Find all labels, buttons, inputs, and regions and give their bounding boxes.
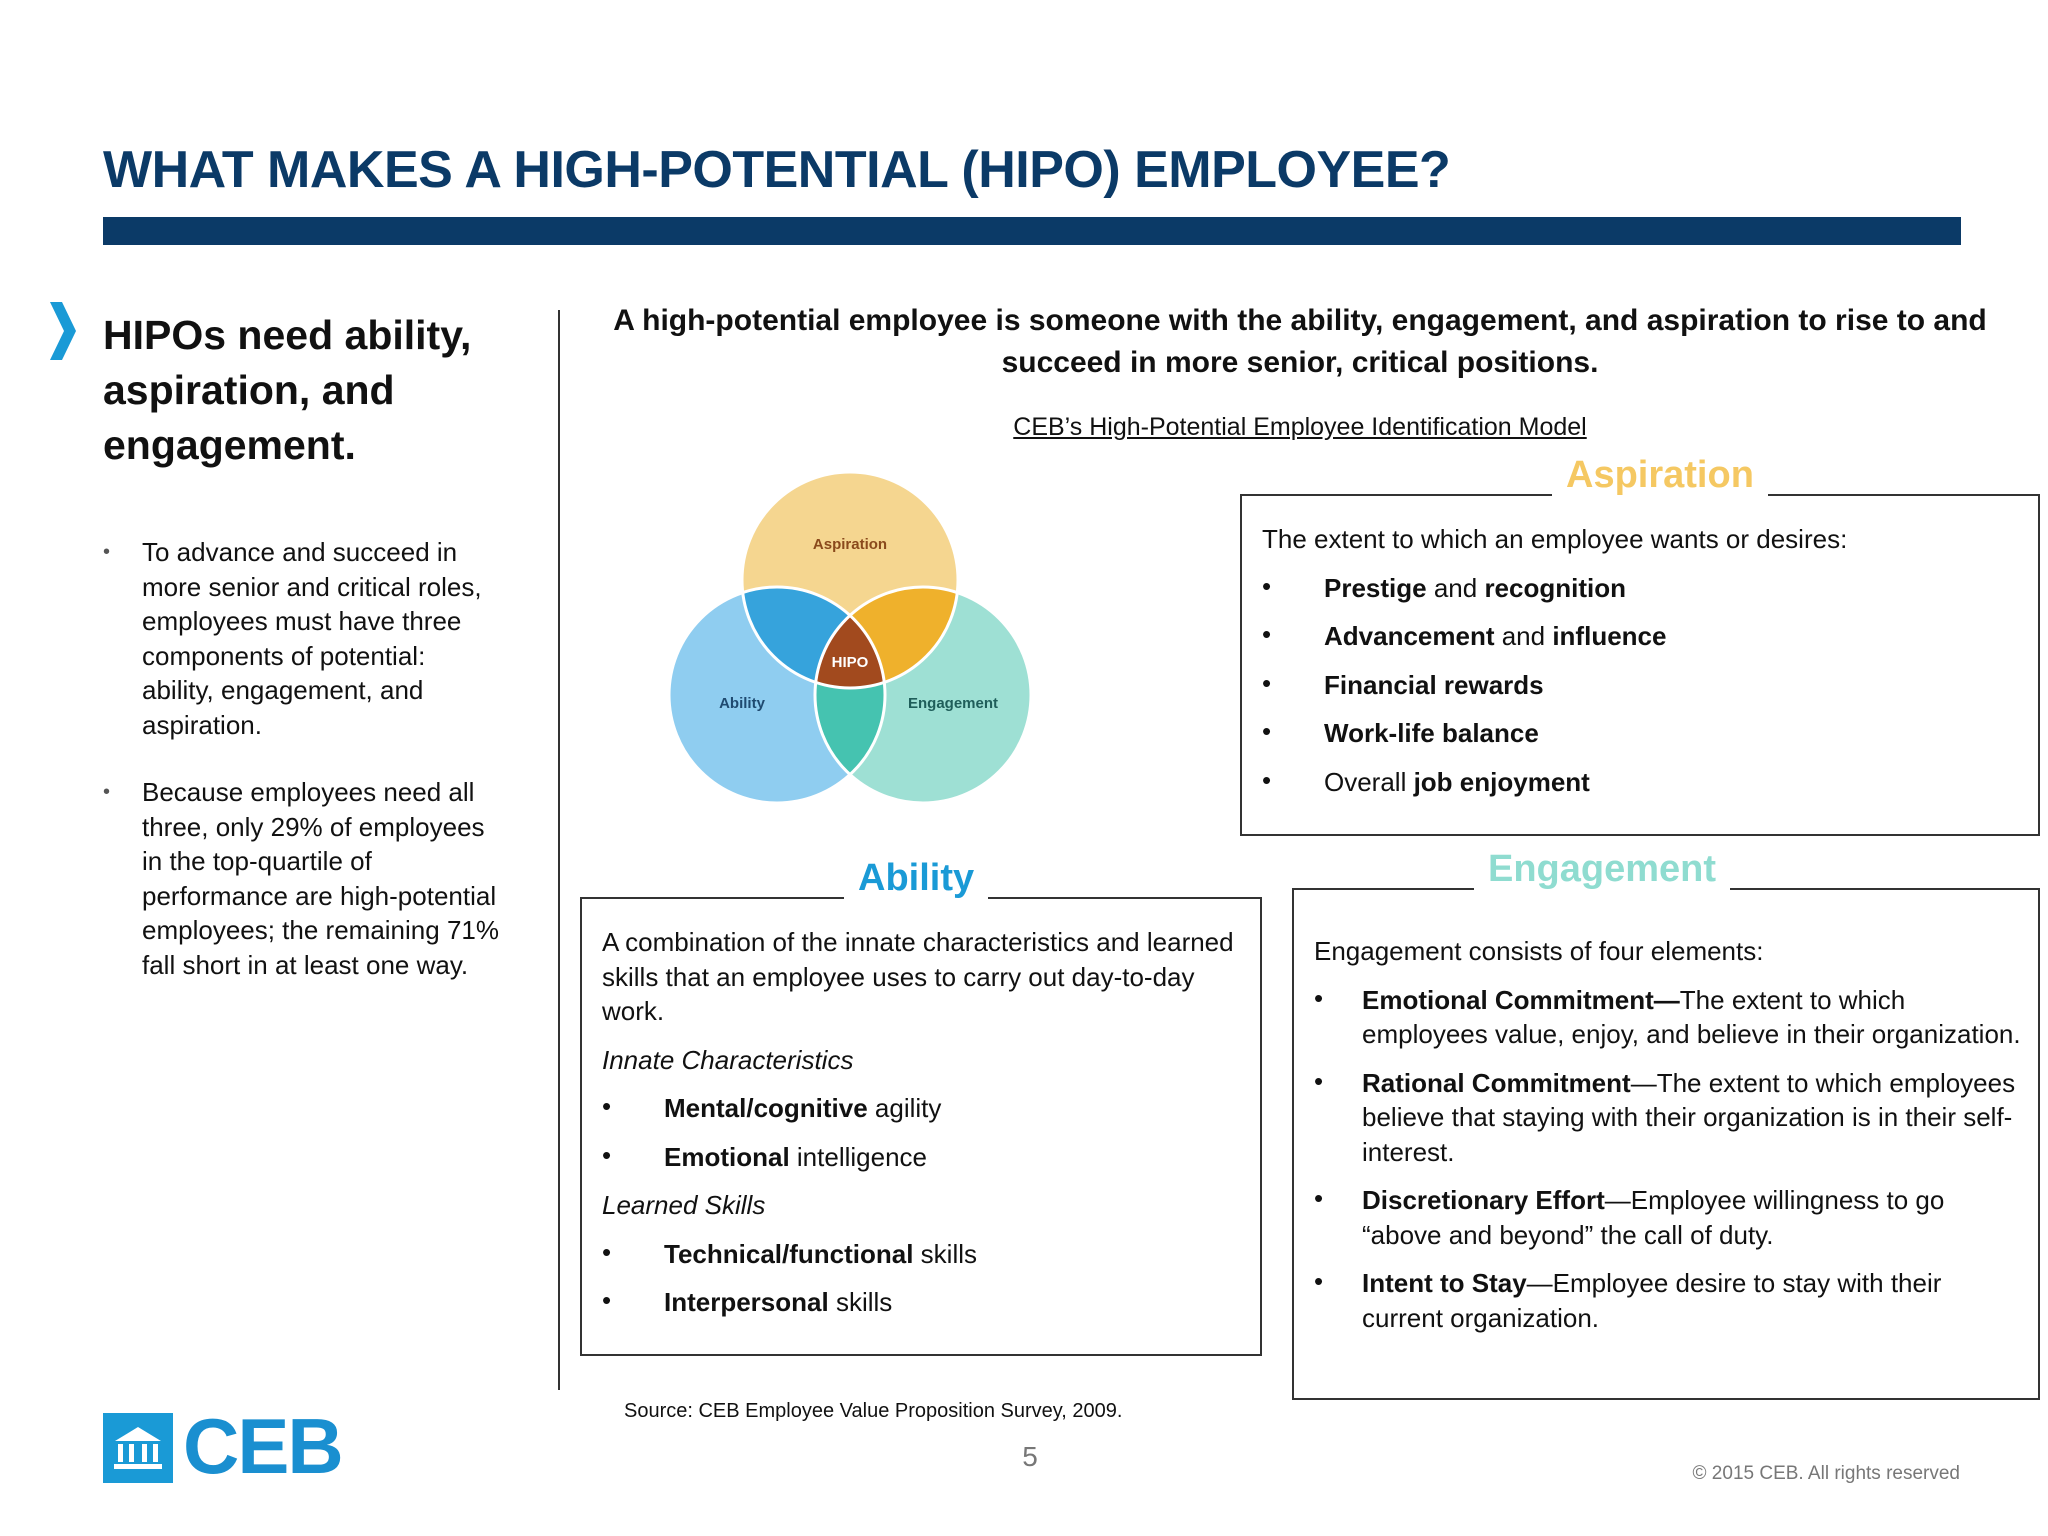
- venn-ability-label: Ability: [719, 695, 765, 712]
- aspiration-intro: The extent to which an employee wants or desires:: [1262, 524, 1848, 554]
- hipo-definition: A high-potential employee is someone with the ability, engagement, and aspiration to rise to and succeed in more senior, critical positions.: [613, 304, 1987, 379]
- list-item: [602, 1285, 1236, 1320]
- list-item: [1314, 983, 2022, 1052]
- bullet-dot-icon: •: [1314, 1266, 1324, 1296]
- list-item: [1262, 668, 2022, 703]
- left-bullet: [103, 535, 503, 742]
- list-item: [1262, 716, 2022, 751]
- venn-aspiration-label: Aspiration: [812, 536, 888, 553]
- bullet-dot-icon: •: [1262, 619, 1272, 649]
- ability-box: [580, 857, 1262, 1356]
- bullet-dot-icon: •: [103, 541, 111, 563]
- left-bullet-text: Because employees need all three, only 29% of employees in the top-quartile of performance are high-potential employees; the remaining 71% fall short in at least one way.: [142, 777, 499, 980]
- venn-center-label: HIPO: [831, 654, 869, 671]
- engagement-intro: Engagement consists of four elements:: [1314, 936, 1764, 966]
- list-item: [1314, 1183, 2022, 1252]
- left-bullet-list: [103, 535, 503, 1015]
- model-link[interactable]: CEB’s High-Potential Employee Identification Model: [1013, 413, 1587, 441]
- bullet-dot-icon: •: [602, 1236, 612, 1267]
- copyright: © 2015 CEB. All rights reserved: [1692, 1463, 1960, 1484]
- list-item-text: agility: [867, 1093, 942, 1123]
- list-item-text: Rational Commitment: [1362, 1067, 1631, 1098]
- bullet-dot-icon: •: [1314, 982, 1324, 1013]
- list-item-text: The extent to which employees value, enjoy, and believe in their organization.: [1362, 984, 2021, 1049]
- bullet-dot-icon: •: [602, 1139, 612, 1170]
- venn-diagram: [660, 470, 1040, 810]
- list-item-text: skills: [828, 1287, 893, 1317]
- list-item: [1314, 1266, 2022, 1335]
- list-item: [602, 1140, 1236, 1175]
- bullet-dot-icon: •: [1262, 570, 1272, 601]
- list-item: [602, 1237, 1236, 1272]
- ability-intro: A combination of the innate characteristics and learned skills that an employee uses to carry out day-to-day work.: [602, 927, 1234, 1026]
- list-item-text: intelligence: [789, 1141, 927, 1172]
- list-item-text: skills: [913, 1238, 977, 1269]
- slide-title: WHAT MAKES A HIGH-POTENTIAL (HIPO) EMPLOYEE?: [103, 141, 1451, 199]
- bullet-dot-icon: •: [602, 1285, 612, 1315]
- engagement-list: [1314, 983, 2022, 1336]
- title-underline-bar: [103, 217, 1961, 245]
- bullet-dot-icon: •: [1262, 764, 1272, 795]
- learned-label: Learned Skills: [602, 1190, 766, 1220]
- list-item-text: recognition: [1484, 572, 1626, 603]
- engagement-title: Engagement: [1474, 848, 1730, 891]
- list-item: [1314, 1066, 2022, 1170]
- list-item-text: job enjoyment: [1413, 766, 1590, 797]
- bullet-dot-icon: •: [602, 1091, 612, 1121]
- list-item-text: Mental/cognitive: [664, 1093, 868, 1123]
- list-item: [1262, 619, 2022, 654]
- list-item-text: Discretionary Effort: [1362, 1185, 1605, 1215]
- list-item-text: Intent to Stay: [1362, 1268, 1527, 1298]
- venn-engagement-label: Engagement: [907, 695, 999, 712]
- aspiration-title: Aspiration: [1552, 454, 1768, 497]
- innate-list: [602, 1091, 1236, 1174]
- list-item-text: —The extent to which employees believe that staying with their organization is in their self-interest.: [1362, 1067, 2016, 1167]
- logo-text: CEB: [183, 1402, 342, 1490]
- list-item-text: Overall: [1324, 766, 1414, 797]
- list-item-text: —Employee desire to stay with their current organization.: [1362, 1268, 1942, 1333]
- list-item: [602, 1091, 1236, 1126]
- source-note: Source: CEB Employee Value Proposition Survey, 2009.: [624, 1400, 1123, 1422]
- list-item-text: Financial rewards: [1324, 669, 1544, 700]
- bullet-dot-icon: •: [1262, 716, 1272, 746]
- bullet-dot-icon: •: [1314, 1183, 1324, 1213]
- learned-list: [602, 1237, 1236, 1320]
- ceb-logo: [103, 1402, 363, 1490]
- list-item-text: Emotional: [664, 1141, 790, 1172]
- left-heading: HIPOs need ability, aspiration, and engagement.: [103, 312, 472, 468]
- list-item-text: Emotional Commitment—: [1362, 984, 1680, 1015]
- list-item-text: Work-life balance: [1324, 718, 1539, 748]
- bullet-dot-icon: •: [103, 781, 111, 803]
- list-item-text: and: [1494, 621, 1553, 651]
- list-item-text: —Employee willingness to go “above and beyond” the call of duty.: [1362, 1185, 1945, 1250]
- list-item-text: Technical/functional: [664, 1238, 914, 1269]
- list-item: [1262, 571, 2022, 606]
- list-item-text: and: [1426, 572, 1485, 603]
- left-bullet-text: To advance and succeed in more senior and critical roles, employees must have three components of potential: ability, engagement, and aspiration.: [142, 537, 482, 740]
- left-bullet: [103, 775, 503, 982]
- ability-title: Ability: [844, 857, 988, 900]
- innate-label: Innate Characteristics: [602, 1044, 854, 1075]
- aspiration-box: [1240, 454, 2040, 836]
- bullet-dot-icon: •: [1262, 667, 1272, 698]
- list-item-text: Interpersonal: [664, 1287, 829, 1317]
- list-item-text: influence: [1552, 621, 1667, 651]
- chevron-right-icon: [48, 302, 76, 360]
- list-item-text: Advancement: [1324, 621, 1495, 651]
- page-number: 5: [1022, 1441, 1038, 1472]
- engagement-box: [1292, 848, 2040, 1400]
- bullet-dot-icon: •: [1314, 1065, 1324, 1096]
- list-item: [1262, 765, 2022, 800]
- list-item-text: Prestige: [1324, 572, 1427, 603]
- bank-icon: [103, 1413, 173, 1483]
- aspiration-list: [1262, 571, 2022, 800]
- vertical-divider: [558, 310, 560, 1390]
